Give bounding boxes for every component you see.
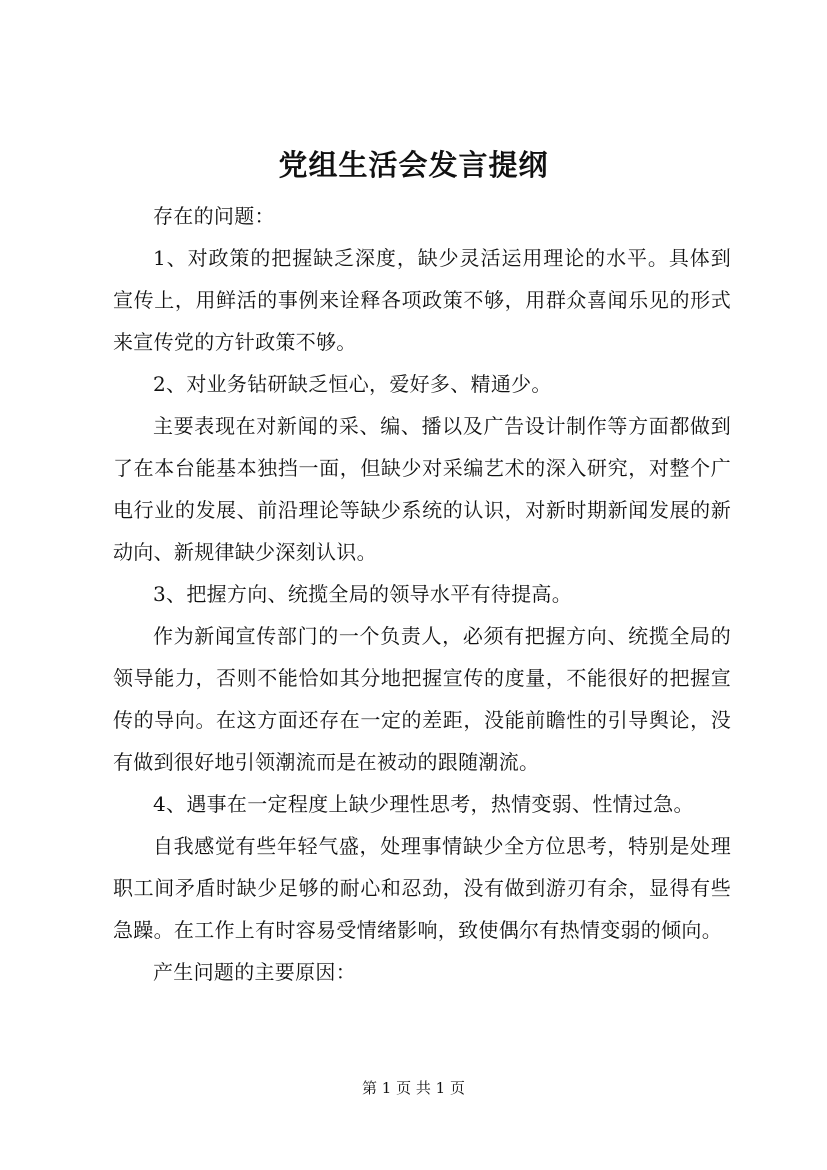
paragraph-problems-heading: 存在的问题： (153, 204, 275, 228)
page-number-footer: 第 1 页 共 1 页 (362, 1079, 465, 1097)
document-title: 党组生活会发言提纲 (278, 148, 549, 182)
paragraph-issue-4: 4、遇事在一定程度上缺少理性思考，热情变弱、性情过急。 (153, 792, 694, 816)
paragraph-issue-4-detail: 自我感觉有些年轻气盛，处理事情缺少全方位思考，特别是处理职工间矛盾时缺少足够的耐心和忍劲，没有做到游刃有余，显得有些急躁。在工作上有时容易受情绪影响，致使偶尔有热情变弱的倾向。 (113, 834, 731, 942)
paragraph-issue-3: 3、把握方向、统揽全局的领导水平有待提高。 (153, 582, 573, 606)
paragraph-issue-3-detail: 作为新闻宣传部门的一个负责人，必须有把握方向、统揽全局的领导能力，否则不能恰如其分地把握宣传的度量，不能很好的把握宣传的导向。在这方面还存在一定的差距，没能前瞻性的引导舆论，没有做到很好地引领潮流而是在被动的跟随潮流。 (113, 624, 731, 774)
paragraph-issue-2: 2、对业务钻研缺乏恒心，爱好多、精通少。 (153, 372, 552, 396)
paragraph-issue-1: 1、对政策的把握缺乏深度，缺少灵活运用理论的水平。具体到宣传上，用鲜活的事例来诠释各项政策不够，用群众喜闻乐见的形式来宣传党的方针政策不够。 (113, 246, 731, 354)
document-body (113, 195, 731, 993)
paragraph-issue-2-detail: 主要表现在对新闻的采、编、播以及广告设计制作等方面都做到了在本台能基本独挡一面，但缺少对采编艺术的深入研究，对整个广电行业的发展、前沿理论等缺少系统的认识，对新时期新闻发展的新动向、新规律缺少深刻认识。 (113, 414, 731, 564)
paragraph-causes-heading: 产生问题的主要原因： (153, 960, 356, 984)
